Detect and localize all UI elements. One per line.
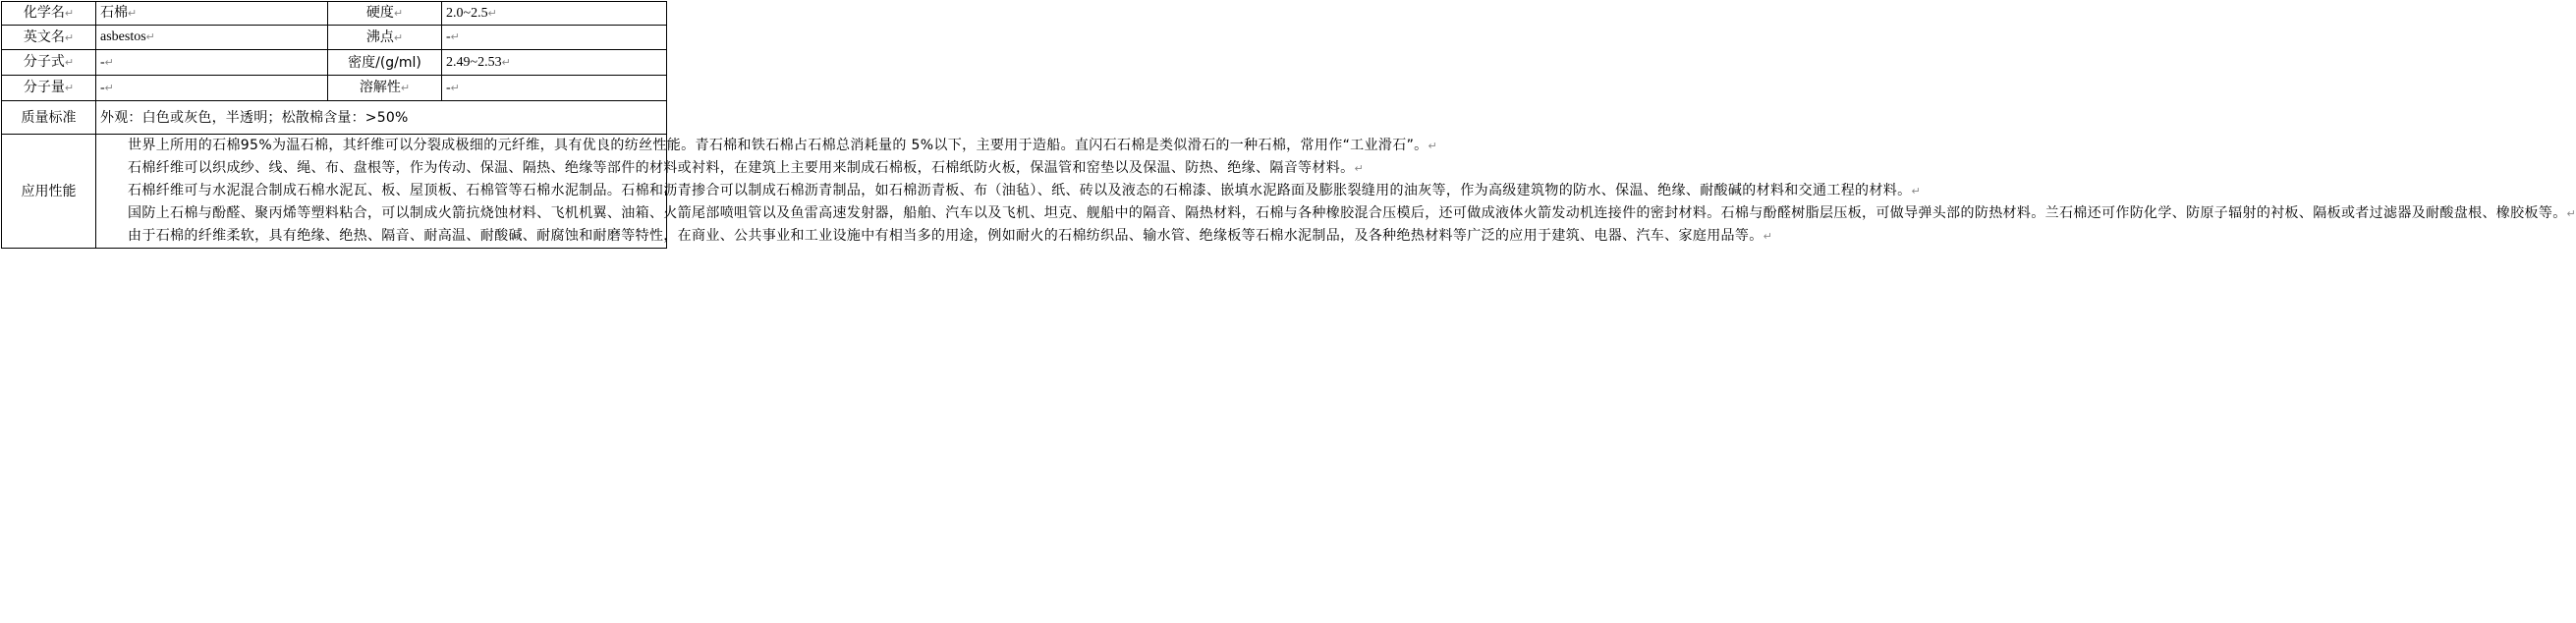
value-boiling-point: -↵ xyxy=(442,26,667,50)
value-density: 2.49~2.53↵ xyxy=(442,50,667,76)
table-row xyxy=(2,135,667,249)
application-paragraph: 石棉纤维可以织成纱、线、绳、布、盘根等，作为传动、保温、隔热、绝缘等部件的材料或衬料，在建筑上主要用来制成石棉板，石棉纸防火板，保温管和窑垫以及保温、防热、绝缘、隔音等材料。↵ xyxy=(128,160,1365,176)
table-row xyxy=(2,2,667,26)
value-molecular-weight: -↵ xyxy=(96,76,328,101)
property-table xyxy=(1,1,2576,249)
label-application: 应用性能 xyxy=(2,135,96,249)
label-density: 密度/(g/ml) xyxy=(328,50,442,76)
table-row xyxy=(2,26,667,50)
value-chemical-name: 石棉↵ xyxy=(96,2,328,26)
table-row xyxy=(2,76,667,101)
label-molecular-weight: 分子量↵ xyxy=(2,76,96,101)
value-molecular-formula: -↵ xyxy=(96,50,328,76)
label-boiling-point: 沸点↵ xyxy=(328,26,442,50)
application-paragraph: 石棉纤维可与水泥混合制成石棉水泥瓦、板、屋顶板、石棉管等石棉水泥制品。石棉和沥青掺合可以制成石棉沥青制品，如石棉沥青板、布（油毡）、纸、砖以及液态的石棉漆、嵌填水泥路面及膨胀裂缝用的油灰等，作为高级建筑物的防水、保温、绝缘、耐酸碱的材料和交通工程的材料。↵ xyxy=(128,183,1922,198)
application-paragraph: 由于石棉的纤维柔软，具有绝缘、绝热、隔音、耐高温、耐酸碱、耐腐蚀和耐磨等特性，在商业、公共事业和工业设施中有相当多的用途，例如耐火的石棉纺织品、输水管、绝缘板等石棉水泥制品，及各种绝热材料等广泛的应用于建筑、电器、汽车、家庭用品等。↵ xyxy=(128,228,1773,244)
value-hardness: 2.0~2.5↵ xyxy=(442,2,667,26)
application-paragraph: 世界上所用的石棉95%为温石棉，其纤维可以分裂成极细的元纤维，具有优良的纺丝性能。青石棉和铁石棉占石棉总消耗量的 5%以下，主要用于造船。直闪石石棉是类似滑石的一种石棉，常用作“工业滑石”。↵ xyxy=(128,138,1438,153)
value-english-name: asbestos↵ xyxy=(96,26,328,50)
label-solubility: 溶解性↵ xyxy=(328,76,442,101)
application-text xyxy=(96,135,2576,249)
label-quality-standard: 质量标准 xyxy=(2,101,96,135)
application-paragraph: 国防上石棉与酚醛、聚丙烯等塑料粘合，可以制成火箭抗烧蚀材料、飞机机翼、油箱、火箭尾部喷咀管以及鱼雷高速发射器，船舶、汽车以及飞机、坦克、舰船中的隔音、隔热材料，石棉与各种橡胶混合压模后，还可做成液体火箭发动机连接件的密封材料。石棉与酚醛树脂层压板，可做导弹头部的防热材料。兰石棉还可作防化学、防原子辐射的衬板、隔板或者过滤器及耐酸盘根、橡胶板等。↵ xyxy=(128,205,2576,221)
value-solubility: -↵ xyxy=(442,76,667,101)
table-row xyxy=(2,50,667,76)
table-row xyxy=(2,101,667,135)
label-chemical-name: 化学名↵ xyxy=(2,2,96,26)
label-hardness: 硬度↵ xyxy=(328,2,442,26)
label-molecular-formula: 分子式↵ xyxy=(2,50,96,76)
value-quality-standard: 外观：白色或灰色，半透明；松散棉含量：>50% xyxy=(96,101,667,135)
label-english-name: 英文名↵ xyxy=(2,26,96,50)
